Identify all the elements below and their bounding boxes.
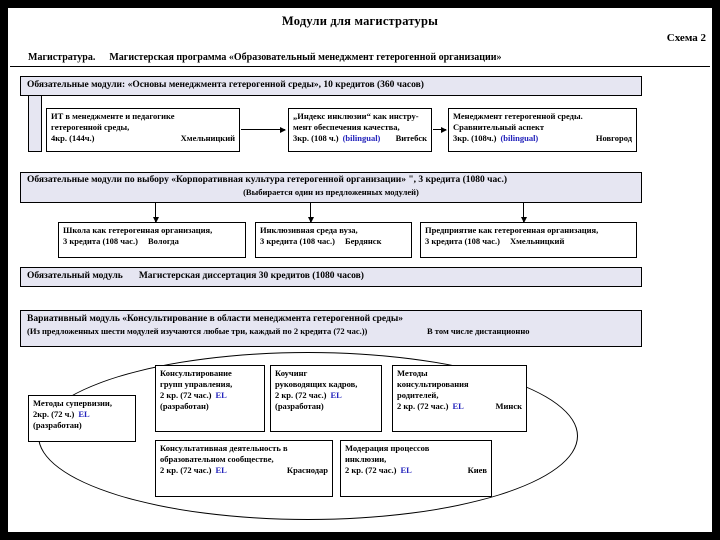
- credit-line: [160, 390, 260, 401]
- module-box-executive-coaching: [270, 365, 382, 432]
- el-tag: EL: [78, 409, 90, 420]
- module-credits: 2 кр. (72 час.): [397, 401, 449, 412]
- module-city: Краснодар: [286, 465, 328, 476]
- scheme-label: Схема 2: [666, 32, 706, 44]
- module-credits: 2 кр. (72 час.): [160, 390, 212, 401]
- band-text: Обязательные модули: «Основы менеджмента гетерогенной среды», 10 кредитов (360 часов): [27, 80, 424, 90]
- credit-line: [275, 390, 377, 401]
- module-city: Новгород: [595, 133, 632, 144]
- bilingual-tag: (bilingual): [342, 133, 381, 144]
- band-elective-modules: [20, 172, 642, 203]
- el-tag: EL: [330, 390, 342, 401]
- band-text: Магистерская диссертация 30 кредитов (1080 часов): [138, 271, 364, 281]
- band-thesis: [20, 267, 642, 287]
- distance-note: В том числе дистанционно: [427, 325, 530, 336]
- module-city: Вологда: [148, 236, 179, 247]
- text-line: мент обеспечения качества,: [293, 122, 400, 133]
- text-line: образовательном сообществе,: [160, 454, 274, 465]
- arrow-down-icon: [310, 203, 311, 222]
- credit-line: [453, 133, 632, 144]
- text-line: групп управления,: [160, 379, 233, 390]
- module-box-school: [58, 222, 246, 258]
- text-line: Методы супервизии,: [33, 398, 112, 408]
- credit-line: [63, 236, 241, 247]
- module-credits: 3 кредита (108 час.): [425, 236, 500, 247]
- module-credits: 3кр. (108ч.): [453, 133, 497, 144]
- text-line: руководящих кадров,: [275, 379, 358, 390]
- band-mandatory-modules: [20, 76, 642, 96]
- credit-line: [260, 236, 407, 247]
- slide: [8, 8, 712, 532]
- bilingual-tag: (bilingual): [500, 133, 539, 144]
- module-city: Минск: [495, 401, 522, 412]
- text-line: Коучинг: [275, 368, 308, 378]
- developed-note: (разработан): [160, 401, 209, 412]
- credit-line: [160, 465, 328, 476]
- credit-line: [397, 401, 522, 412]
- module-credits: 2кр. (72 ч.): [33, 409, 75, 420]
- module-box-supervision: [28, 395, 136, 442]
- module-credits: 3 кредита (108 час.): [260, 236, 335, 247]
- el-tag: EL: [452, 401, 464, 412]
- developed-note: (разработан): [33, 420, 82, 431]
- text-line: консультирования: [397, 379, 469, 390]
- module-box-comparative-management: [448, 108, 637, 152]
- band-subtext: [27, 326, 635, 337]
- text-line: Модерация процессов: [345, 443, 430, 453]
- module-city: Хмельницкий: [510, 236, 565, 247]
- text-line: инклюзии,: [345, 454, 387, 465]
- program-header: [28, 52, 502, 63]
- module-city: Киев: [467, 465, 487, 476]
- text-line: родителей,: [397, 390, 439, 401]
- credit-line: [293, 133, 427, 144]
- module-box-parent-counseling: [392, 365, 527, 432]
- credit-line: [33, 409, 131, 420]
- band-variative-module: [20, 310, 642, 347]
- text-line: Консультирование: [160, 368, 232, 378]
- module-box-inclusion-moderation: [340, 440, 492, 497]
- el-tag: EL: [400, 465, 412, 476]
- band-subtext-left: (Из предложенных шести модулей изучаются любые три, каждый по 2 кредита (72 час.)): [27, 325, 368, 336]
- module-box-enterprise: [420, 222, 637, 258]
- text-line: Консультативная деятельность в: [160, 443, 288, 453]
- module-credits: 3кр. (108 ч.): [293, 133, 339, 144]
- band-label: Обязательный модуль: [27, 271, 123, 281]
- arrow-down-icon: [155, 203, 156, 222]
- module-city: Бердянск: [345, 236, 382, 247]
- text-line: Менеджмент гетерогенной среды.: [453, 111, 583, 121]
- band-text: Вариативный модуль «Консультирование в области менеджмента гетерогенной среды»: [27, 314, 404, 324]
- header-prefix: Магистратура.: [28, 52, 96, 63]
- arrow-down-icon: [523, 203, 524, 222]
- module-credits: 2 кр. (72 час.): [160, 465, 212, 476]
- text-line: Методы: [397, 368, 428, 378]
- module-box-it-management: [46, 108, 240, 152]
- text-line: Инклюзивная среда вуза,: [260, 225, 358, 235]
- module-credits: 3 кредита (108 час.): [63, 236, 138, 247]
- text-line: ИТ в менеджменте и педагогике: [51, 111, 175, 121]
- el-tag: EL: [215, 465, 227, 476]
- module-box-educational-community-consulting: [155, 440, 333, 497]
- connector-bar: [28, 95, 42, 152]
- arrow-right-icon: [433, 129, 446, 130]
- module-box-management-groups-consulting: [155, 365, 265, 432]
- divider: [10, 66, 710, 67]
- header-rest: Магистерская программа «Образовательный менеджмент гетерогенной организации»: [109, 52, 502, 63]
- text-line: Сравнительный аспект: [453, 122, 545, 133]
- text-line: Школа как гетерогенная организация,: [63, 225, 213, 235]
- developed-note: (разработан): [275, 401, 324, 412]
- module-city: Хмельницкий: [180, 133, 235, 144]
- module-box-inclusion-index: [288, 108, 432, 152]
- credit-line: [345, 465, 487, 476]
- page-title: Модули для магистратуры: [281, 14, 439, 28]
- module-city: Витебск: [395, 133, 427, 144]
- module-credits: 2 кр. (72 час.): [345, 465, 397, 476]
- module-credits: 4кр. (144ч.): [51, 133, 95, 144]
- band-subtext: (Выбирается один из предложенных модулей): [243, 186, 419, 197]
- credit-line: [425, 236, 632, 247]
- el-tag: EL: [215, 390, 227, 401]
- text-line: „Индекс инклюзии“ как инстру-: [293, 111, 419, 121]
- text-line: Предприятие как гетерогенная организация,: [425, 225, 599, 235]
- credit-line: [51, 133, 235, 144]
- arrow-right-icon: [241, 129, 285, 130]
- band-text: Обязательные модули по выбору «Корпоративная культура гетерогенной организации» ", 3 кредита (1080 час.): [27, 175, 507, 185]
- module-box-university-environment: [255, 222, 412, 258]
- text-line: гетерогенной среды,: [51, 122, 130, 133]
- module-credits: 2 кр. (72 час.): [275, 390, 327, 401]
